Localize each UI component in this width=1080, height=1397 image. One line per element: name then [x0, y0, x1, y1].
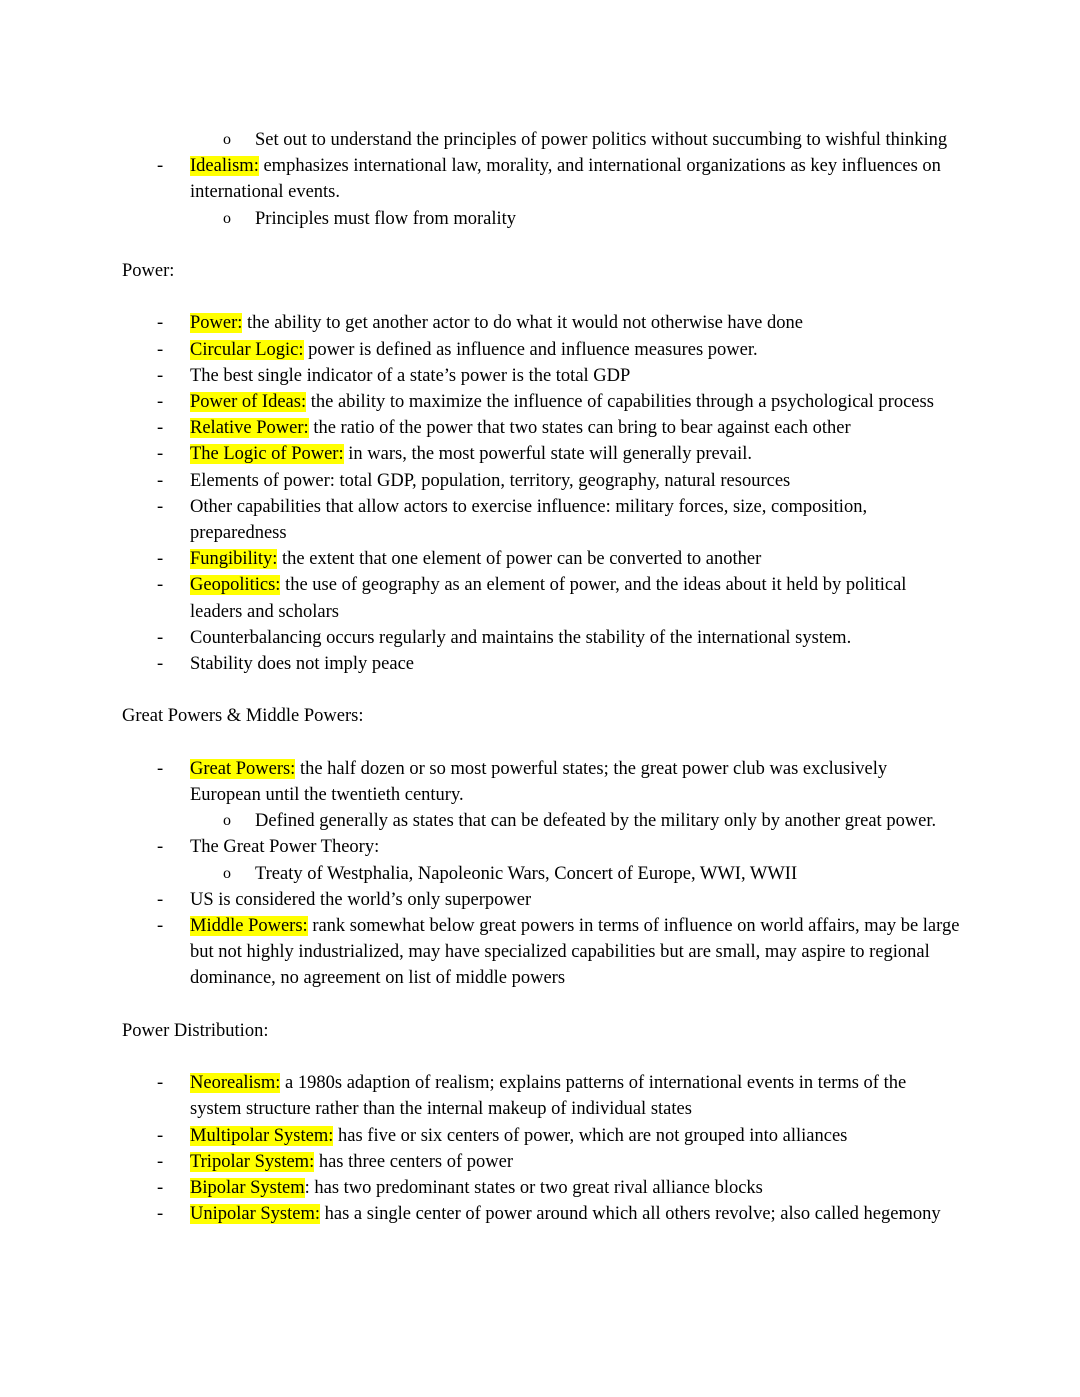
bullet-item-level1 [0, 1201, 1080, 1227]
dash-bullet-marker: - [157, 418, 164, 439]
highlighted-term: Power: [190, 313, 243, 334]
circle-bullet-marker: o [223, 812, 231, 830]
highlighted-term: Neorealism: [190, 1073, 281, 1094]
section-heading [0, 703, 1080, 729]
bullet-item-level1 [0, 1070, 1080, 1122]
paragraph-spacer [0, 730, 1080, 756]
highlighted-term: Bipolar System [190, 1178, 305, 1199]
bullet-item-level2 [0, 206, 1080, 232]
bullet-item-level1 [0, 572, 1080, 624]
bullet-text: power is defined as influence and influence measures power. [303, 339, 758, 360]
highlighted-term: Middle Powers: [190, 916, 308, 937]
bullet-item-level1 [0, 546, 1080, 572]
bullet-text: has three centers of power [314, 1151, 514, 1172]
dash-bullet-marker: - [157, 627, 164, 648]
dash-bullet-marker: - [157, 496, 164, 517]
dash-bullet-marker: - [157, 1178, 164, 1199]
bullet-item-level1 [0, 1175, 1080, 1201]
bullet-text: Principles must flow from morality [255, 208, 517, 229]
bullet-item-level1 [0, 625, 1080, 651]
highlighted-term: Power of Ideas: [190, 392, 307, 412]
bullet-text: has five or six centers of power, which are not grouped into alliances [333, 1125, 848, 1146]
dash-bullet-marker: - [157, 156, 164, 177]
bullet-text: US is considered the world’s only superpower [190, 889, 532, 910]
bullet-text: Other capabilities that allow actors to exercise influence: military forces, size, composition, preparedness [190, 496, 868, 544]
bullet-item-level1 [0, 834, 1080, 860]
bullet-item-level2 [0, 808, 1080, 834]
bullet-text: the half dozen or so most powerful states; the great power club was exclusively European until the twentieth century. [190, 758, 888, 806]
circle-bullet-marker: o [223, 131, 231, 148]
bullet-item-level2 [0, 861, 1080, 887]
bullet-text: the extent that one element of power can be converted to another [277, 549, 762, 570]
bullet-text: Elements of power: total GDP, population, territory, geography, natural resources [190, 470, 791, 491]
dash-bullet-marker: - [157, 889, 164, 910]
bullet-text: in wars, the most powerful state will generally prevail. [343, 444, 753, 465]
dash-bullet-marker: - [157, 837, 164, 858]
paragraph-spacer [0, 232, 1080, 258]
bullet-text: a 1980s adaption of realism; explains patterns of international events in terms of the system structure rather than the internal makeup of individual states [190, 1073, 907, 1120]
bullet-item-level1 [0, 441, 1080, 467]
bullet-text: Set out to understand the principles of power politics without succumbing to wishful thinking [255, 130, 948, 150]
dash-bullet-marker: - [157, 549, 164, 570]
bullet-text: the ability to maximize the influence of capabilities through a psychological process [306, 392, 934, 412]
bullet-item-level1 [0, 468, 1080, 494]
dash-bullet-marker: - [157, 758, 164, 779]
bullet-item-level1 [0, 310, 1080, 336]
dash-bullet-marker: - [157, 365, 164, 386]
bullet-item-level1 [0, 363, 1080, 389]
bullet-text: has a single center of power around which all others revolve; also called hegemony [320, 1204, 941, 1225]
highlighted-term: Circular Logic: [190, 339, 304, 360]
dash-bullet-marker: - [157, 1073, 164, 1094]
dash-bullet-marker: - [157, 916, 164, 937]
paragraph-spacer [0, 284, 1080, 310]
highlighted-term: Multipolar System: [190, 1125, 334, 1146]
bullet-text: Treaty of Westphalia, Napoleonic Wars, Concert of Europe, WWI, WWII [255, 863, 798, 884]
highlighted-term: Relative Power: [190, 418, 309, 439]
bullet-item-level1 [0, 494, 1080, 546]
dash-bullet-marker: - [157, 313, 164, 334]
bullet-text: the ratio of the power that two states can bring to bear against each other [308, 418, 851, 439]
paragraph-spacer [0, 677, 1080, 703]
dash-bullet-marker: - [157, 575, 164, 596]
bullet-text: Counterbalancing occurs regularly and maintains the stability of the international system. [190, 627, 852, 648]
bullet-text: Defined generally as states that can be defeated by the military only by another great power. [255, 811, 937, 832]
section-heading [0, 258, 1080, 284]
bullet-item-level1 [0, 756, 1080, 808]
bullet-text: emphasizes international law, morality, and international organizations as key influences on international events. [190, 156, 941, 203]
heading-text: Power: [122, 261, 175, 281]
section-heading [0, 1018, 1080, 1044]
bullet-item-level2 [0, 127, 1080, 153]
highlighted-term: Geopolitics: [190, 575, 281, 596]
dash-bullet-marker: - [157, 1125, 164, 1146]
highlighted-term: Idealism: [190, 156, 259, 177]
dash-bullet-marker: - [157, 339, 164, 360]
highlighted-term: Fungibility: [190, 549, 278, 570]
document-body [0, 127, 1080, 1227]
bullet-item-level1 [0, 337, 1080, 363]
highlighted-term: Great Powers: [190, 758, 296, 779]
bullet-item-level1 [0, 887, 1080, 913]
bullet-text: : has two predominant states or two great rival alliance blocks [304, 1178, 763, 1199]
dash-bullet-marker: - [157, 444, 164, 465]
heading-text: Great Powers & Middle Powers: [122, 706, 364, 727]
bullet-text: Stability does not imply peace [190, 654, 415, 675]
bullet-text: The Great Power Theory: [190, 837, 380, 858]
bullet-item-level1 [0, 913, 1080, 992]
circle-bullet-marker: o [223, 864, 231, 882]
heading-text: Power Distribution: [122, 1020, 269, 1041]
bullet-text: rank somewhat below great powers in terms of influence on world affairs, may be large but not highly industrialized, may have specialized capabilities but are small, may aspire to regional dominance, no agreement on list of middle powers [190, 916, 960, 989]
circle-bullet-marker: o [223, 209, 231, 227]
dash-bullet-marker: - [157, 1151, 164, 1172]
bullet-item-level1 [0, 389, 1080, 415]
paragraph-spacer [0, 992, 1080, 1018]
bullet-item-level1 [0, 415, 1080, 441]
bullet-text: the ability to get another actor to do what it would not otherwise have done [242, 313, 803, 334]
bullet-text: the use of geography as an element of power, and the ideas about it held by political leaders and scholars [190, 575, 907, 622]
highlighted-term: Unipolar System: [190, 1204, 321, 1225]
highlighted-term: Tripolar System: [190, 1151, 315, 1172]
highlighted-term: The Logic of Power: [190, 444, 344, 465]
bullet-item-level1 [0, 651, 1080, 677]
dash-bullet-marker: - [157, 392, 164, 412]
dash-bullet-marker: - [157, 470, 164, 491]
bullet-text: The best single indicator of a state’s power is the total GDP [190, 365, 631, 386]
paragraph-spacer [0, 1044, 1080, 1070]
bullet-item-level1 [0, 153, 1080, 205]
dash-bullet-marker: - [157, 654, 164, 675]
bullet-item-level1 [0, 1123, 1080, 1149]
bullet-item-level1 [0, 1149, 1080, 1175]
dash-bullet-marker: - [157, 1204, 164, 1225]
